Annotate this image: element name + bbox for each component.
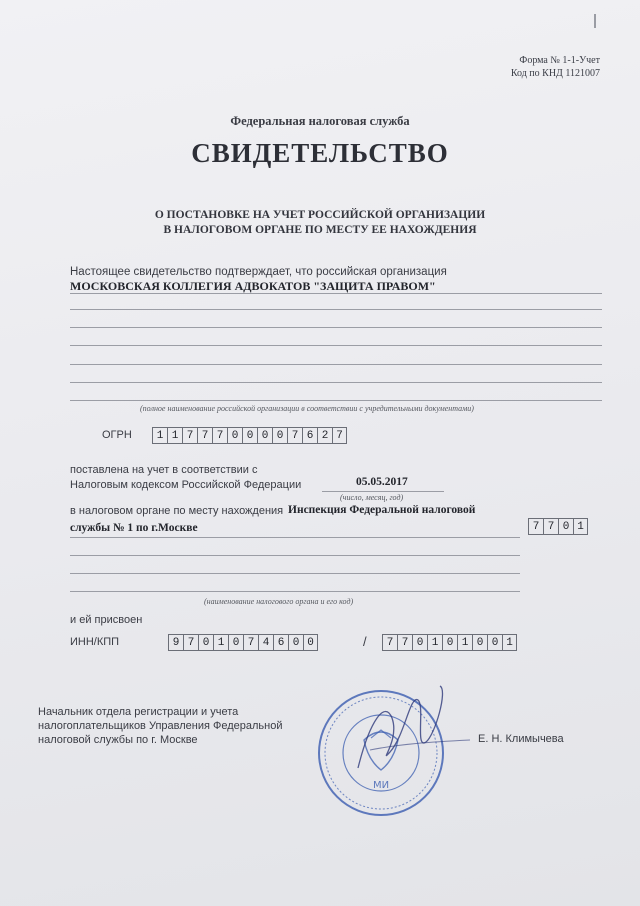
ogrn-cells: [152, 427, 347, 444]
inn-digit-cell: 7: [243, 634, 258, 651]
ogrn-digit-cell: 6: [302, 427, 317, 444]
ogrn-digit-cell: 1: [152, 427, 167, 444]
tax-office-line: [70, 591, 520, 592]
form-knd-code: Код по КНД 1121007: [510, 68, 600, 79]
kpp-digit-cell: 7: [382, 634, 397, 651]
assigned-label: и ей присвоен: [70, 614, 143, 626]
agency-name: Федеральная налоговая служба: [230, 114, 410, 128]
org-line: [70, 345, 602, 346]
inn-digit-cell: 7: [183, 634, 198, 651]
tax-office-name-line-2: службы № 1 по г.Москве: [70, 522, 198, 534]
seal-text: МИ: [372, 780, 390, 791]
kpp-digit-cell: 1: [502, 634, 517, 651]
ogrn-digit-cell: 0: [272, 427, 287, 444]
inn-digit-cell: 0: [198, 634, 213, 651]
inn-digit-cell: 0: [288, 634, 303, 651]
ogrn-digit-cell: 7: [332, 427, 347, 444]
tax-office-name-line-1: Инспекция Федеральной налоговой: [288, 504, 476, 516]
tax-office-code-cells: [528, 518, 588, 535]
corner-mark: [594, 14, 596, 28]
kpp-digit-cell: 0: [487, 634, 502, 651]
intro-text: Настоящее свидетельство подтверждает, что российская организация: [70, 266, 447, 278]
inn-digit-cell: 6: [273, 634, 288, 651]
ogrn-digit-cell: 2: [317, 427, 332, 444]
org-caption: (полное наименование российской организации в соответствии с учредительными документами): [140, 404, 474, 413]
ogrn-label: ОГРН: [102, 429, 132, 441]
ogrn-digit-cell: 7: [212, 427, 227, 444]
ogrn-digit-cell: 0: [227, 427, 242, 444]
org-line: [70, 293, 602, 294]
kpp-digit-cell: 0: [442, 634, 457, 651]
signatory-position-line-1: Начальник отдела регистрации и учета: [38, 706, 239, 718]
tax-office-code-digit-cell: 7: [543, 518, 558, 535]
tax-office-line: [70, 555, 520, 556]
inn-digit-cell: 0: [303, 634, 318, 651]
inn-kpp-separator: /: [363, 634, 367, 649]
kpp-digit-cell: 0: [412, 634, 427, 651]
signatory-position-line-2: налогоплательщиков Управления Федеральной: [38, 720, 283, 732]
inn-kpp-label: ИНН/КПП: [70, 636, 120, 648]
tax-office-code-digit-cell: 7: [528, 518, 543, 535]
tax-office-line: [70, 537, 520, 538]
org-line: [70, 364, 602, 365]
ogrn-digit-cell: 0: [257, 427, 272, 444]
ogrn-digit-cell: 7: [197, 427, 212, 444]
document-subtitle: [0, 208, 640, 238]
date-line: [322, 491, 444, 492]
tax-office-intro: в налоговом органе по месту нахождения: [70, 505, 284, 517]
tax-office-caption: (наименование налогового органа и его код): [204, 597, 354, 606]
inn-digit-cell: 4: [258, 634, 273, 651]
signature: [330, 680, 480, 790]
ogrn-digit-cell: 1: [167, 427, 182, 444]
inn-cells: [168, 634, 318, 651]
tax-office-line: [70, 573, 520, 574]
organization-name: МОСКОВСКАЯ КОЛЛЕГИЯ АДВОКАТОВ "ЗАЩИТА ПРАВОМ": [70, 279, 436, 293]
ogrn-digit-cell: 0: [242, 427, 257, 444]
registration-line-2: Налоговым кодексом Российской Федерации: [70, 479, 302, 491]
org-line: [70, 327, 602, 328]
document-title: СВИДЕТЕЛЬСТВО: [191, 138, 449, 168]
subtitle-line-1: О ПОСТАНОВКЕ НА УЧЕТ РОССИЙСКОЙ ОРГАНИЗАЦИИ: [154, 209, 486, 221]
inn-digit-cell: 1: [213, 634, 228, 651]
inn-digit-cell: 9: [168, 634, 183, 651]
inn-digit-cell: 0: [228, 634, 243, 651]
org-line: [70, 400, 602, 401]
tax-office-code-digit-cell: 0: [558, 518, 573, 535]
kpp-digit-cell: 7: [397, 634, 412, 651]
date-caption: (число, месяц, год): [340, 493, 404, 502]
ogrn-digit-cell: 7: [287, 427, 302, 444]
form-info: [511, 54, 600, 80]
registration-line-1: поставлена на учет в соответствии с: [70, 464, 258, 476]
subtitle-line-2: В НАЛОГОВОМ ОРГАНЕ ПО МЕСТУ ЕЕ НАХОЖДЕНИЯ: [163, 224, 477, 236]
ogrn-digit-cell: 7: [182, 427, 197, 444]
kpp-digit-cell: 1: [427, 634, 442, 651]
registration-date: 05.05.2017: [356, 476, 408, 488]
kpp-digit-cell: 0: [472, 634, 487, 651]
kpp-digit-cell: 1: [457, 634, 472, 651]
signatory-position: [38, 705, 283, 747]
signatory-name: Е. Н. Климычева: [478, 733, 564, 745]
org-line: [70, 382, 602, 383]
tax-office-code-digit-cell: 1: [573, 518, 588, 535]
kpp-cells: [382, 634, 517, 651]
form-number: Форма № 1-1-Учет: [519, 55, 600, 66]
org-line: [70, 309, 602, 310]
signatory-position-line-3: налоговой службы по г. Москве: [38, 734, 198, 746]
